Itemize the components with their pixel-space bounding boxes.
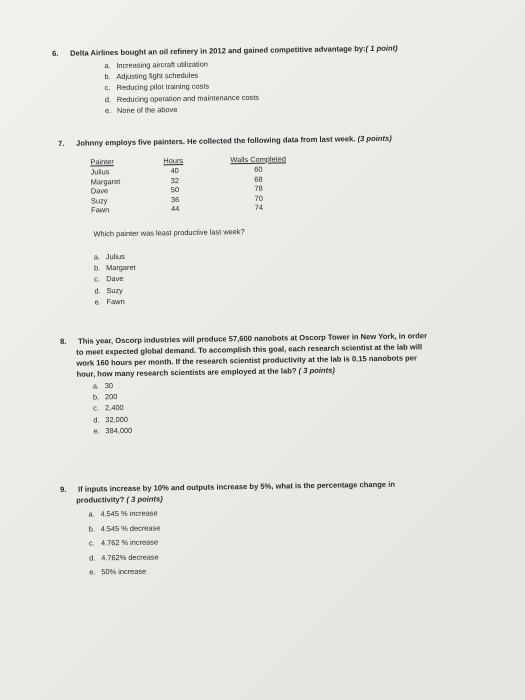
answer-option-d: d. Reducing operation and maintenance costs — [104, 92, 260, 104]
answer-option-e: e. 384,000 — [93, 425, 133, 436]
answer-option-a: a. Increasing aircraft utilization — [104, 59, 208, 71]
question-number: 6. — [52, 48, 59, 58]
answer-option-c: c. Dave — [94, 274, 124, 284]
answer-option-d: d. 4.762% decrease — [89, 552, 159, 563]
sub-question: Which painter was least productive last week? — [93, 227, 245, 239]
table-row: Margaret 32 68 — [90, 174, 263, 187]
question-9-line-2: productivity? ( 3 points) — [76, 494, 163, 505]
answer-option-c: c. 2,400 — [93, 403, 124, 413]
answer-option-a: a. 30 — [92, 381, 114, 391]
painter-data-table — [90, 153, 286, 215]
answer-option-b: b. 200 — [92, 392, 118, 402]
question-6 — [52, 43, 399, 117]
column-header-walls: Walls Completed — [230, 154, 287, 165]
table-row: Fawn 44 74 — [91, 203, 264, 215]
answer-options — [104, 56, 398, 117]
table-row: Julius 40 60 — [90, 164, 263, 177]
question-number: 8. — [60, 336, 67, 346]
question-8-line-4: hour, how many research scientists are employed at the lab? ( 3 points) — [76, 365, 335, 379]
answer-options — [88, 501, 501, 580]
question-stem: If inputs increase by 10% and outputs increase by 5%, what is the percentage change in — [78, 479, 396, 494]
answer-options — [93, 374, 507, 436]
question-stem: Johnny employs five painters. He collected the following data from last week. — [76, 134, 356, 148]
answer-option-e: e. 50% increase — [89, 567, 147, 577]
answer-option-c: c. Reducing pilot training costs — [104, 81, 210, 93]
answer-option-b: b. Margaret — [93, 262, 136, 273]
answer-option-c: c. 4.762 % increase — [88, 537, 159, 548]
question-stem: This year, Oscorp industries will produce 57,600 nanobots at Oscorp Tower in New York, in order — [78, 331, 428, 346]
question-number: 7. — [58, 138, 65, 148]
answer-option-b: b. 4.545 % decrease — [88, 523, 161, 534]
question-8-line-3: work 160 hours per month. If the research scientist productivity at the lab is 0.15 nanobots per — [76, 353, 418, 368]
answer-option-e: e. None of the above — [104, 104, 178, 115]
table-row: Suzy 36 70 — [90, 193, 263, 206]
answer-option-e: e. Fawn — [94, 296, 125, 307]
column-header-painter: Painter — [90, 157, 114, 167]
question-points: (3 points) — [357, 133, 392, 144]
question-number: 9. — [60, 484, 67, 494]
question-points: ( 3 points) — [126, 494, 163, 504]
question-8-line-2: to meet expected global demand. To accomplish this goal, each research scientist at the lab will — [76, 342, 423, 357]
answer-option-a: a. 4.545 % increase — [88, 508, 158, 519]
answer-option-b: b. Adjusting fight schedules — [104, 70, 199, 82]
question-7 — [58, 133, 394, 308]
answer-option-a: a. Julius — [93, 251, 125, 262]
question-8 — [60, 329, 507, 437]
question-9 — [60, 477, 501, 581]
answer-options — [94, 247, 394, 308]
question-points: ( 3 points) — [298, 365, 335, 376]
table-row: Dave 50 78 — [90, 183, 263, 196]
question-7-header — [58, 133, 392, 149]
question-stem: Delta Airlines bought an oil refinery in 2012 and gained competitive advantage by: — [70, 44, 366, 58]
answer-option-d: d. 32,000 — [93, 414, 128, 425]
question-points: ( 1 point) — [365, 43, 398, 54]
answer-option-d: d. Suzy — [94, 285, 123, 296]
column-header-hours: Hours — [163, 156, 184, 166]
